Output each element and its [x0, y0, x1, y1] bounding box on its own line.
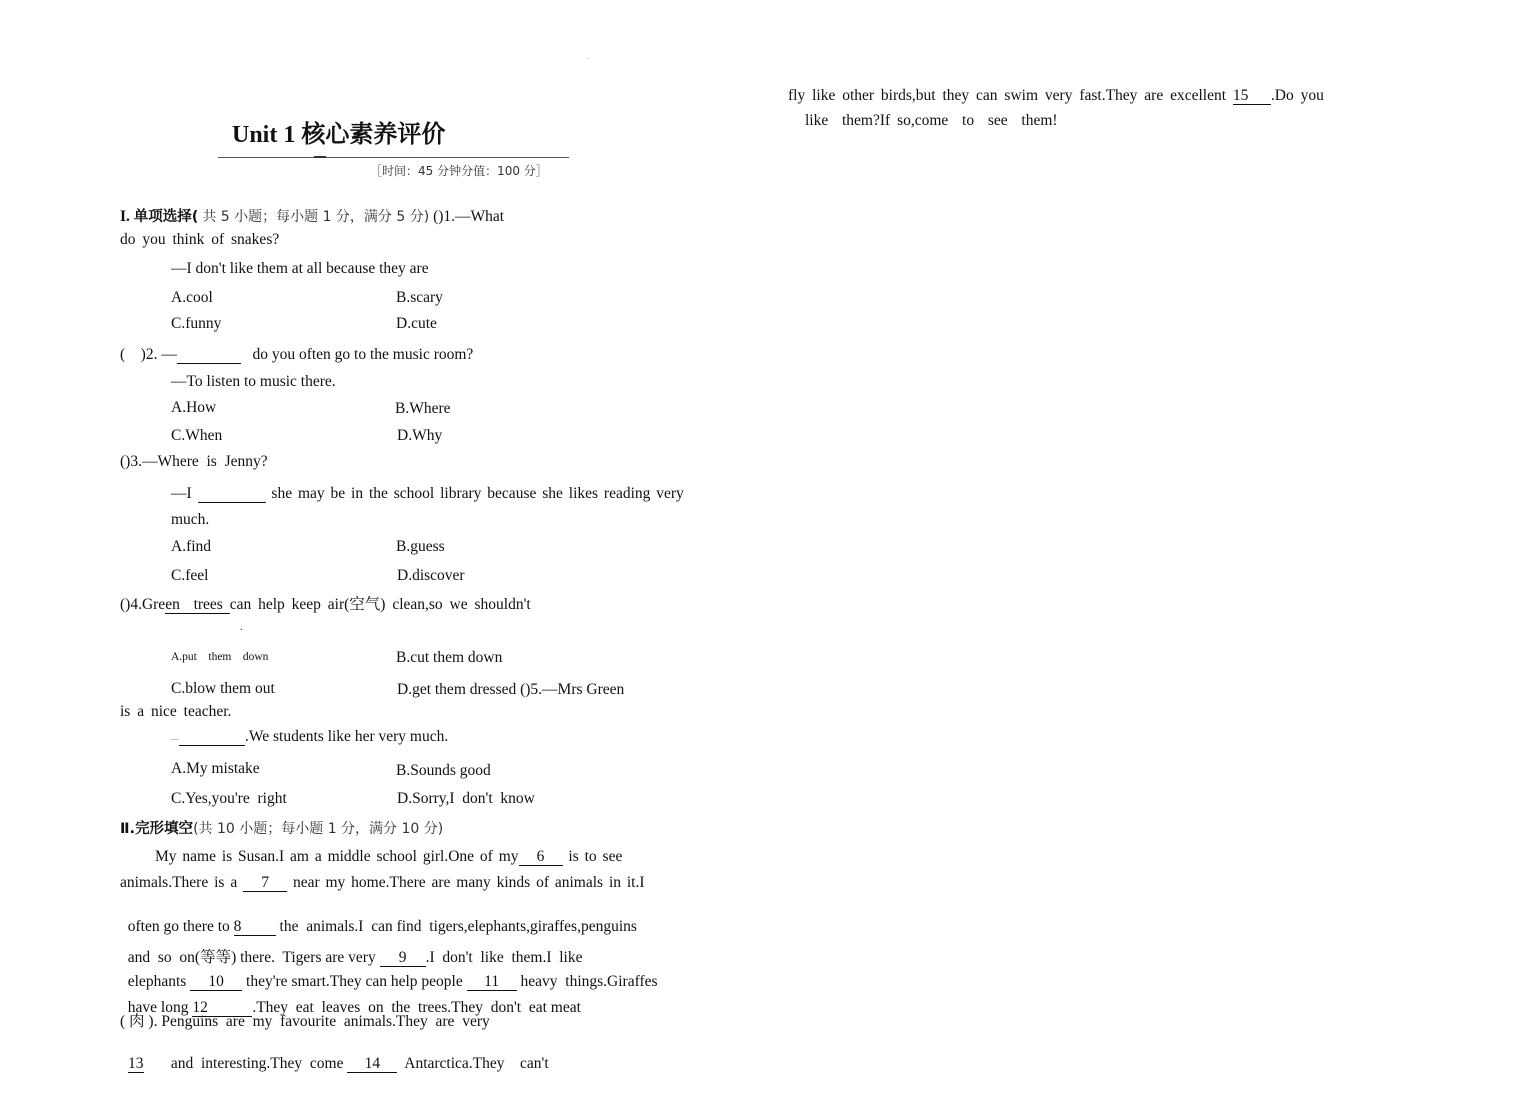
- q3-text: she may be in the school library because she likes reading very: [271, 485, 684, 502]
- q1-start: ()1.—What: [433, 208, 505, 225]
- q5-dash: —: [171, 734, 179, 743]
- q2-answer: —To listen to music there.: [171, 373, 336, 390]
- q4-option-c: C.blow them out: [171, 680, 275, 697]
- cloze-text: often go there to: [127, 918, 230, 935]
- q1-option-d: D.cute: [396, 315, 437, 332]
- cloze-text: and so on(等等) there. Tigers are very: [127, 949, 376, 966]
- cloze-blank-6: 6: [519, 849, 563, 866]
- cloze-right-line-1: [788, 87, 1324, 105]
- section1-label: 单项选择(: [133, 209, 199, 225]
- q5-line2: is a nice teacher.: [120, 703, 232, 720]
- q4-underlined: en trees: [165, 596, 230, 613]
- q3-line2: much.: [171, 511, 210, 528]
- cloze-text: have long: [127, 999, 189, 1016]
- q3-prefix: —I: [171, 485, 192, 502]
- cloze-blank-8: 8: [234, 919, 276, 936]
- q3-question: ()3.—Where is Jenny?: [120, 453, 268, 470]
- cloze-line-1: [155, 848, 622, 866]
- cloze-line-7: ( 肉 ). Penguins are my favourite animals.They are very: [120, 1013, 490, 1030]
- cloze-blank-13: 13: [128, 1055, 144, 1072]
- section2-heading: [120, 817, 443, 838]
- q5-text: .We students like her very much.: [245, 728, 449, 745]
- q3-option-c: C.feel: [171, 567, 209, 584]
- q5-answer: [171, 728, 448, 746]
- q2-option-b: B.Where: [395, 400, 451, 417]
- cloze-blank-10: 10: [190, 974, 242, 991]
- cloze-blank-9: 9: [380, 950, 426, 967]
- q3-answer: [171, 485, 684, 503]
- q4-option-d: D.get them dressed ()5.—Mrs Green: [397, 681, 625, 698]
- q4-option-a: A.put them down: [171, 651, 269, 663]
- section1-roman: I.: [120, 208, 130, 225]
- q1-option-b: B.scary: [396, 289, 443, 306]
- cloze-right-line-2: like them?If so,come to see them!: [805, 112, 1058, 129]
- q3-option-b: B.guess: [396, 538, 445, 555]
- q2-option-c: C.When: [171, 427, 223, 444]
- cloze-text: My name is Susan.I am a middle school girl.One of my: [155, 848, 519, 865]
- q5-option-a: A.My mistake: [171, 760, 260, 777]
- q2-option-a: A.How: [171, 399, 217, 416]
- cloze-blank-15: 15: [1233, 88, 1271, 105]
- q2-blank: [177, 347, 241, 364]
- q5-option-d: D.Sorry,I don't know: [397, 790, 535, 807]
- cloze-text: heavy things.Giraffes: [520, 973, 658, 990]
- q4-option-b: B.cut them down: [396, 649, 503, 666]
- q4-dot: .: [240, 622, 243, 633]
- cloze-blank-12: 12: [192, 1000, 252, 1017]
- cloze-text: elephants: [127, 973, 187, 990]
- q1-answer: —I don't like them at all because they are: [171, 260, 429, 277]
- q5-blank: [179, 729, 245, 746]
- q1-line2: do you think of snakes?: [120, 231, 280, 248]
- section2-detail: (共 10 小题；每小题 1 分，满分 10 分): [193, 821, 444, 837]
- section2-roman: Ⅱ.: [120, 821, 136, 837]
- title-rule-mark: [314, 156, 326, 158]
- cloze-blank-7: 7: [243, 875, 287, 892]
- cloze-blank-11: 11: [467, 974, 517, 991]
- cloze-text: near my home.There are many kinds of animals in it.I: [292, 874, 645, 891]
- cloze-text: Antarctica.They can't: [404, 1055, 549, 1072]
- q4-prefix: ()4.Gre: [120, 596, 166, 613]
- title-rule: [218, 157, 569, 158]
- cloze-text: fly like other birds,but they can swim very fast.They are excellent: [788, 87, 1227, 104]
- q2-option-d: D.Why: [397, 427, 443, 444]
- q2-prefix: ( )2. —: [120, 346, 177, 363]
- cloze-text: they're smart.They can help people: [246, 973, 463, 990]
- cloze-text: the animals.I can find tigers,elephants,giraffes,penguins: [279, 918, 637, 935]
- q1-option-a: A.cool: [171, 289, 213, 306]
- q2-line: [120, 342, 473, 364]
- q4-text: can help keep air(空气) clean,so we shouldn't: [229, 596, 531, 613]
- q3-option-a: A.find: [171, 538, 212, 555]
- q3-option-d: D.discover: [397, 567, 465, 584]
- cloze-text: is to see: [568, 848, 623, 865]
- section1-heading: [120, 205, 504, 226]
- cloze-line-8: [120, 1037, 549, 1073]
- exam-meta: ［时间：45 分钟分值：100 分］: [370, 164, 548, 178]
- cloze-text: .Do you: [1270, 87, 1324, 104]
- section2-label: 完形填空: [135, 821, 194, 837]
- cloze-text: .I don't like them.I like: [425, 949, 583, 966]
- q1-option-c: C.funny: [171, 315, 222, 332]
- q4-line: [120, 592, 531, 614]
- q2-text: do you often go to the music room?: [252, 346, 474, 363]
- q5-option-c: C.Yes,you're right: [171, 790, 287, 807]
- section1-detail: 共 5 小题；每小题 1 分，满分 5 分): [202, 209, 430, 225]
- cloze-text: and interesting.They come: [170, 1055, 344, 1072]
- cloze-blank-14: 14: [347, 1056, 397, 1073]
- cloze-text: animals.There is a: [120, 874, 238, 891]
- cloze-line-2: [120, 874, 645, 892]
- page-title: Unit 1 核心素养评价: [232, 122, 446, 148]
- cloze-text: .They eat leaves on the trees.They don't eat meat: [252, 999, 581, 1016]
- q5-option-b: B.Sounds good: [396, 762, 491, 779]
- stray-dot: .: [587, 52, 589, 61]
- q3-blank: [198, 486, 266, 503]
